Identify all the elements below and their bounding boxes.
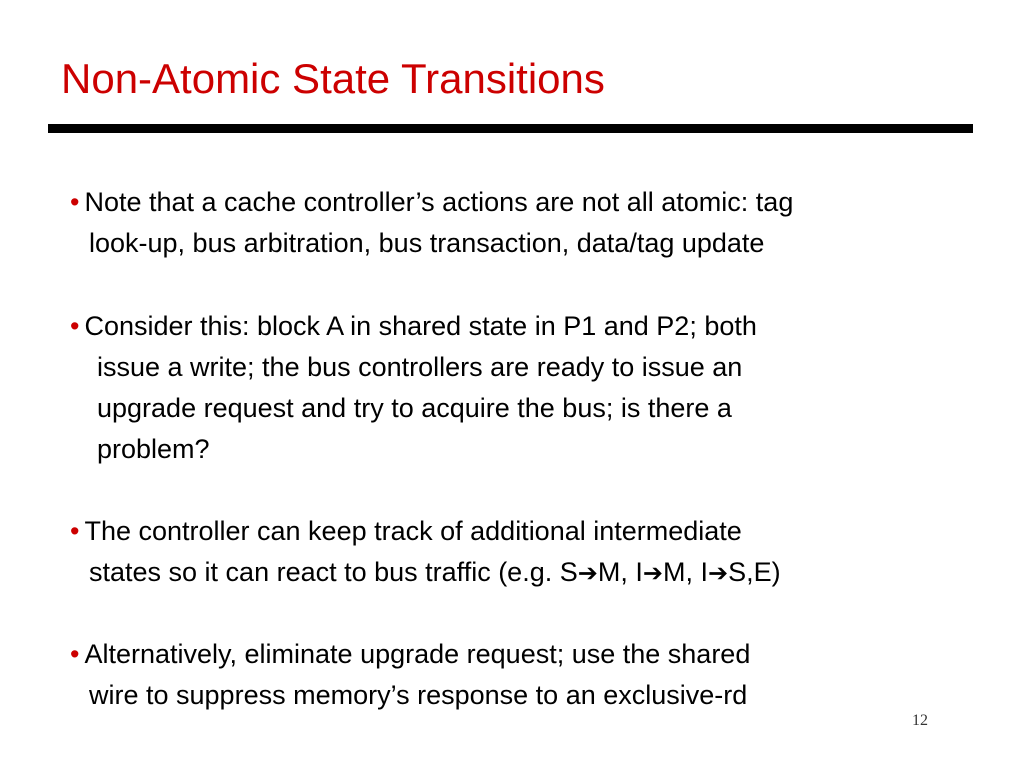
right-arrow-icon: ➔ — [707, 560, 729, 587]
text-segment: S,E) — [728, 557, 781, 587]
slide-title: Non-Atomic State Transitions — [61, 55, 605, 102]
bullet-text: The controller can keep track of additional intermediate — [84, 516, 742, 546]
bullet-item — [70, 182, 1010, 264]
bullet-text: Note that a cache controller’s actions are not all atomic: tag — [84, 187, 794, 217]
bullet-text: Consider this: block A in shared state in P1 and P2; both — [84, 311, 757, 341]
bullet-item — [70, 511, 1010, 594]
bullet-text: Alternatively, eliminate upgrade request; use the shared — [84, 639, 751, 669]
bullet-text-continuation: upgrade request and try to acquire the bus; is there a — [97, 393, 732, 423]
bullet-item — [70, 634, 1010, 716]
bullet-marker: • — [70, 639, 80, 669]
text-segment: M, I — [662, 557, 708, 587]
bullet-text-continuation: look-up, bus arbitration, bus transaction, data/tag update — [89, 228, 765, 258]
bullet-item — [70, 306, 1010, 470]
bullet-text-continuation: issue a write; the bus controllers are ready to issue an — [97, 352, 743, 382]
bullet-text-continuation — [70, 552, 1010, 594]
bullet-marker: • — [70, 311, 80, 341]
text-segment: states so it can react to bus traffic (e.g. S — [89, 557, 578, 587]
bullet-marker: • — [70, 516, 80, 546]
text-segment: M, I — [597, 557, 643, 587]
bullet-marker: • — [70, 187, 80, 217]
bullet-text-continuation: problem? — [97, 434, 210, 464]
right-arrow-icon: ➔ — [642, 560, 663, 587]
title-divider — [48, 124, 973, 133]
bullet-text-continuation: wire to suppress memory’s response to an exclusive-rd — [89, 680, 748, 710]
right-arrow-icon: ➔ — [577, 560, 598, 587]
page-number: 12 — [912, 712, 928, 729]
